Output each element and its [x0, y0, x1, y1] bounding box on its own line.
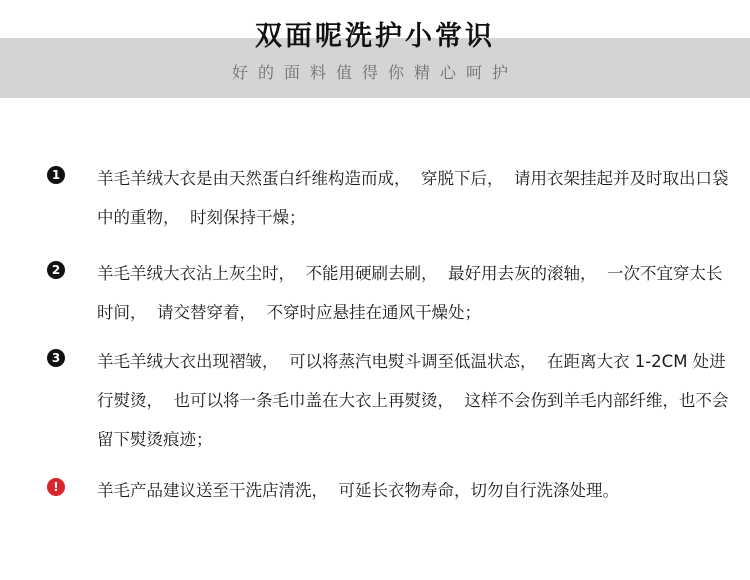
warning-icon: !: [47, 478, 65, 496]
page-subtitle: 好的面料值得你精心呵护: [231, 63, 518, 82]
care-tip-text: 羊毛羊绒大衣是由天然蛋白纤维构造而成， 穿脱下后， 请用衣架挂起并及时取出口袋中的重物， 时刻保持干燥；: [97, 169, 729, 227]
care-tip-text: 羊毛羊绒大衣出现褶皱， 可以将蒸汽电熨斗调至低温状态， 在距离大衣 1-2CM 处进行熨烫， 也可以将一条毛巾盖在大衣上再熨烫， 这样不会伤到羊毛内部纤维，也不会留下熨烫痕迹；: [97, 352, 729, 449]
page-title: 双面呢洗护小常识: [255, 21, 495, 52]
number-three-icon: 3: [47, 349, 65, 367]
number-one-icon: 1: [47, 166, 65, 184]
care-tip-text: 羊毛产品建议送至干洗店清洗， 可延长衣物寿命，切勿自行洗涤处理。: [97, 481, 619, 500]
care-tip-text: 羊毛羊绒大衣沾上灰尘时， 不能用硬刷去刷， 最好用去灰的滚轴， 一次不宜穿太长时间， 请交替穿着， 不穿时应悬挂在通风干燥处；: [97, 264, 723, 322]
number-two-icon: 2: [47, 261, 65, 279]
